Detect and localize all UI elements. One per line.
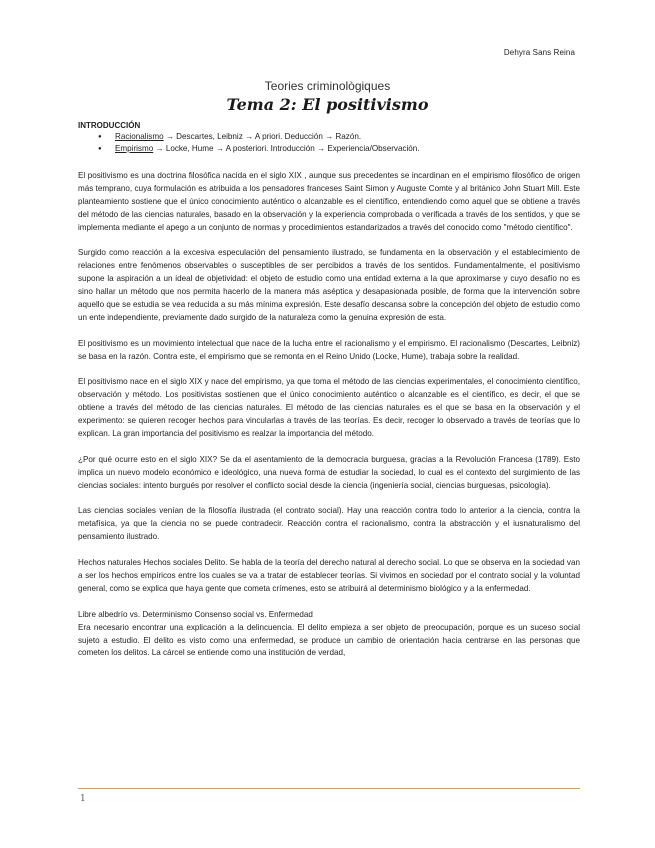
- bullet-item-empirismo: [98, 143, 420, 155]
- paragraph: Las ciencias sociales venían de la filosofía ilustrada (el contrato social). Hay una reacción contra todo lo anterior a la ciencia, contra la metafísica, ya que la ciencia no se puede contradecir. Reacción contra el racionalismo, contra la abstracción y el iusnaturalismo del pensamiento ilustrado.: [78, 506, 580, 542]
- bullet-term: Empirismo: [115, 144, 154, 153]
- paragraph: Era necesario encontrar una explicación a la delincuencia. El delito empieza a ser objeto de preocupación, porque es un suceso social sujeto a estudio. El delito es visto como una enfermedad, se produce un cambio de orientación hacia centrarse en las personas que cometen los delitos. La cárcel se entiende como una institución de verdad,: [78, 622, 580, 658]
- section-heading: INTRODUCCIÓN: [78, 121, 141, 130]
- bullet-text: → Locke, Hume → A posteriori. Introducción → Experiencia/Observación.: [153, 144, 420, 153]
- paragraph: Surgido como reacción a la excesiva especulación del pensamiento ilustrado, se fundamenta en la observación y el establecimiento de relaciones entre fenómenos observables o susceptibles de ser percibidos a través de los sentidos. Fundamentalmente, el positivismo supone la aspiración a un ideal de objetividad: el objeto de estudio como una entidad externa a la que aproximarse y cuyo desafío no es sino hallar un método que nos permita hacerlo de la manera más aséptica y desapasionada posible, de forma que la intervención sobre aquello que se estudia se vea reducida a su más mínima expresión. Este desafío descansa sobre la concepción del objeto de estudio como un ente independiente, previamente dado surgido de la naturaleza como la genuina expresión de esta.: [78, 248, 580, 322]
- paragraph: El positivismo nace en el siglo XIX y nace del empirismo, ya que toma el método de las ciencias experimentales, el conocimiento científico, observación y método. Los positivistas sostienen que el único conocimiento auténtico o alcanzable es el científico, es decir, el que se obtiene a través del método de las ciencias naturales. El método de las ciencias naturales es el que se basa en la observación y el experimento: se quieren recoger hechos para vincularlas a través de las teorías. Es decir, recoger lo observado a través de teorías que lo explican. La gran importancia del positivismo es realzar la importancia del método.: [78, 377, 580, 439]
- author-name: Dehyra Sans Reina: [503, 48, 575, 57]
- body-text: [78, 170, 580, 673]
- bullet-term: Racionalismo: [115, 132, 164, 141]
- page-title: Tema 2: El positivismo: [226, 95, 429, 114]
- paragraph: El positivismo es una doctrina filosófica nacida en el siglo XIX , aunque sus precedentes se incardinan en el empirismo filosófico de origen más temprano, cuya formulación es atribuida a los pensadores franceses Saint Simon y Auguste Comte y al británico John Stuart Mill. Este planteamiento sostiene que el único conocimiento auténtico o alcanzable es el científico, entendiendo como aquel que se obtiene a través del método de las ciencias naturales, basado en la observación y la experiencia comprobada o verificada a través de los sentidos, y que se implementa mediante el apego a un conjunto de normas y procedimientos estandarizados a través del conocido como "método científico".: [78, 171, 580, 232]
- paragraph: El positivismo es un movimiento intelectual que nace de la lucha entre el racionalismo y el empirismo. El racionalismo (Descartes, Leibniz) se basa en la razón. Contra este, el empirismo que se remonta en el Reino Unido (Locke, Hume), trabaja sobre la realidad.: [78, 338, 580, 361]
- bullet-item-racionalismo: [98, 131, 420, 143]
- bullet-text: → Descartes, Leibniz → A priori. Deducción → Razón.: [163, 132, 362, 141]
- page-number: 1: [80, 794, 86, 804]
- paragraph: Hechos naturales Hechos sociales Delito. Se habla de la teoría del derecho natural al derecho social. Lo que se observa en la sociedad van a ser los hechos empíricos entre los cuales se va a tratar de establecer teorías. Si vivimos en sociedad por el contrato social y la voluntad general, como se explica que haya gente que cometa crímenes, esto se atribuirá al determinismo biológico y a la enfermedad.: [78, 558, 580, 593]
- footer-divider: [78, 788, 580, 789]
- bullet-list: [98, 131, 420, 155]
- course-subtitle: Teories criminològiques: [264, 79, 391, 93]
- subheading: Libre albedrío vs. Determinismo Consenso social vs. Enfermedad: [78, 609, 313, 619]
- paragraph: ¿Por qué ocurre esto en el siglo XIX? Se da el asentamiento de la democracia burguesa, gracias a la Revolución Francesa (1789). Esto implica un nuevo modelo económico e ideológico, una nueva forma de estudiar la sociedad, lo cual es el contexto del surgimiento de las ciencias sociales: intento burgués por resolver el conflicto social desde la ciencia (ingeniería social, ciencias burguesas, psicología).: [78, 454, 580, 490]
